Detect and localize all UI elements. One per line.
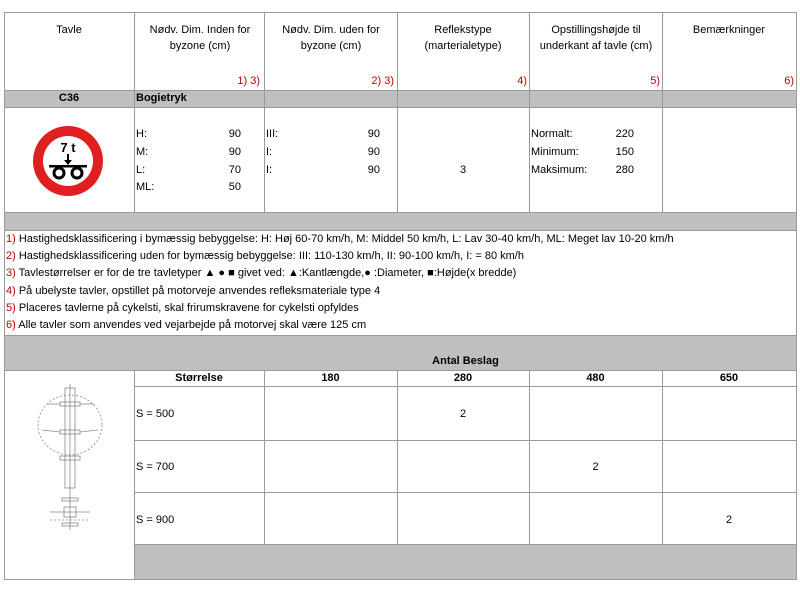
note-4: [6, 285, 380, 297]
beslag-col-480: 480: [586, 372, 605, 384]
reflex-value: 3: [459, 164, 467, 176]
height-value-normal: 220: [615, 128, 634, 140]
inside-value-ml: 50: [228, 181, 241, 193]
beslag-col-280: 280: [453, 372, 473, 384]
beslag-col-650: 650: [719, 372, 739, 384]
note-2-number: 2): [6, 250, 16, 262]
header-ref-height: 5): [650, 75, 660, 87]
header-reflex: Reflekstype (marterialetype): [424, 24, 502, 52]
height-label-normal: Normalt:: [531, 128, 573, 140]
height-value-maximum: 280: [615, 164, 634, 176]
header-inside-dim: Nødv. Dim. Inden for byzone (cm): [149, 24, 251, 52]
note-1: [6, 233, 674, 245]
note-1-text: Hastighedsklassificering i bymæssig bebyggelse: H: Høj 60-70 km/h, M: Middel 50 km/h, L: Lav 30-40 km/h, ML: Meget lav 10-20 km/h: [15, 233, 674, 245]
bogietryk-sign-icon: [30, 123, 106, 199]
beslag-size-header: Størrelse: [175, 372, 223, 384]
note-1-number: 1): [6, 233, 16, 245]
note-2: [6, 250, 524, 262]
note-3: [6, 267, 516, 279]
note-3-number: 3): [6, 267, 16, 279]
outside-value-i2: 90: [367, 164, 380, 176]
header-ref-remarks: 6): [784, 75, 794, 87]
note-4-text: På ubelyste tavler, opstillet på motorveje anvendes refleksmateriale type 4: [15, 285, 381, 297]
outside-label-i1: I:: [266, 146, 273, 158]
beslag-cell: 2: [592, 461, 599, 473]
note-4-number: 4): [6, 285, 16, 297]
outside-label-i2: I:: [266, 164, 273, 176]
note-6-text: Alle tavler som anvendes ved vejarbejde på motorvej skal være 125 cm: [15, 319, 367, 331]
height-label-minimum: Minimum:: [531, 146, 579, 158]
header-ref-inside: 1) 3): [237, 75, 260, 87]
header-height: Opstillingshøjde til underkant af tavle (cm): [539, 24, 653, 52]
header-tavle: Tavle: [56, 24, 82, 36]
note-5: [6, 302, 359, 314]
note-5-number: 5): [6, 302, 16, 314]
inside-label-m: M:: [136, 146, 149, 158]
outside-value-iii: 90: [367, 128, 380, 140]
beslag-row-label: S = 700: [136, 461, 175, 473]
bracket-mounting-icon: [20, 380, 120, 540]
height-label-maximum: Maksimum:: [531, 164, 588, 176]
beslag-row-label: S = 900: [136, 514, 175, 526]
beslag-cell: 2: [725, 514, 733, 526]
beslag-row-label: S = 500: [136, 408, 175, 420]
outside-label-iii: III:: [266, 128, 279, 140]
inside-value-h: 90: [228, 128, 241, 140]
note-6: [6, 319, 366, 331]
header-remarks: Bemærkninger: [692, 24, 766, 36]
inside-label-h: H:: [136, 128, 147, 140]
inside-value-m: 90: [228, 146, 241, 158]
sign-name: Bogietryk: [136, 92, 187, 104]
sign-weight-text: 7 t: [60, 140, 76, 155]
inside-label-l: L:: [136, 164, 146, 176]
height-value-minimum: 150: [615, 146, 634, 158]
header-ref-outside: 2) 3): [371, 75, 394, 87]
inside-value-l: 70: [228, 164, 241, 176]
beslag-cell: 2: [459, 408, 467, 420]
note-2-text: Hastighedsklassificering uden for bymæssig bebyggelse: III: 110-130 km/h, II: 90-100 km/h, I: = 80 km/h: [15, 250, 524, 262]
header-outside-dim: Nødv. Dim. uden for byzone (cm): [282, 24, 380, 52]
note-6-number: 6): [6, 319, 16, 331]
inside-label-ml: ML:: [136, 181, 155, 193]
note-3-text: Tavlestørrelser er for de tre tavletyper ▲ ● ■ givet ved: ▲:Kantlængde,● :Diameter, ■:Højde(x bredde): [15, 267, 517, 279]
beslag-col-180: 180: [321, 372, 340, 384]
outside-value-i1: 90: [367, 146, 380, 158]
sign-code: C36: [58, 92, 80, 104]
note-5-text: Placeres tavlerne på cykelsti, skal frirumskravene for cykelsti opfyldes: [15, 302, 359, 314]
header-ref-reflex: 4): [517, 75, 527, 87]
beslag-title: Antal Beslag: [432, 355, 499, 367]
